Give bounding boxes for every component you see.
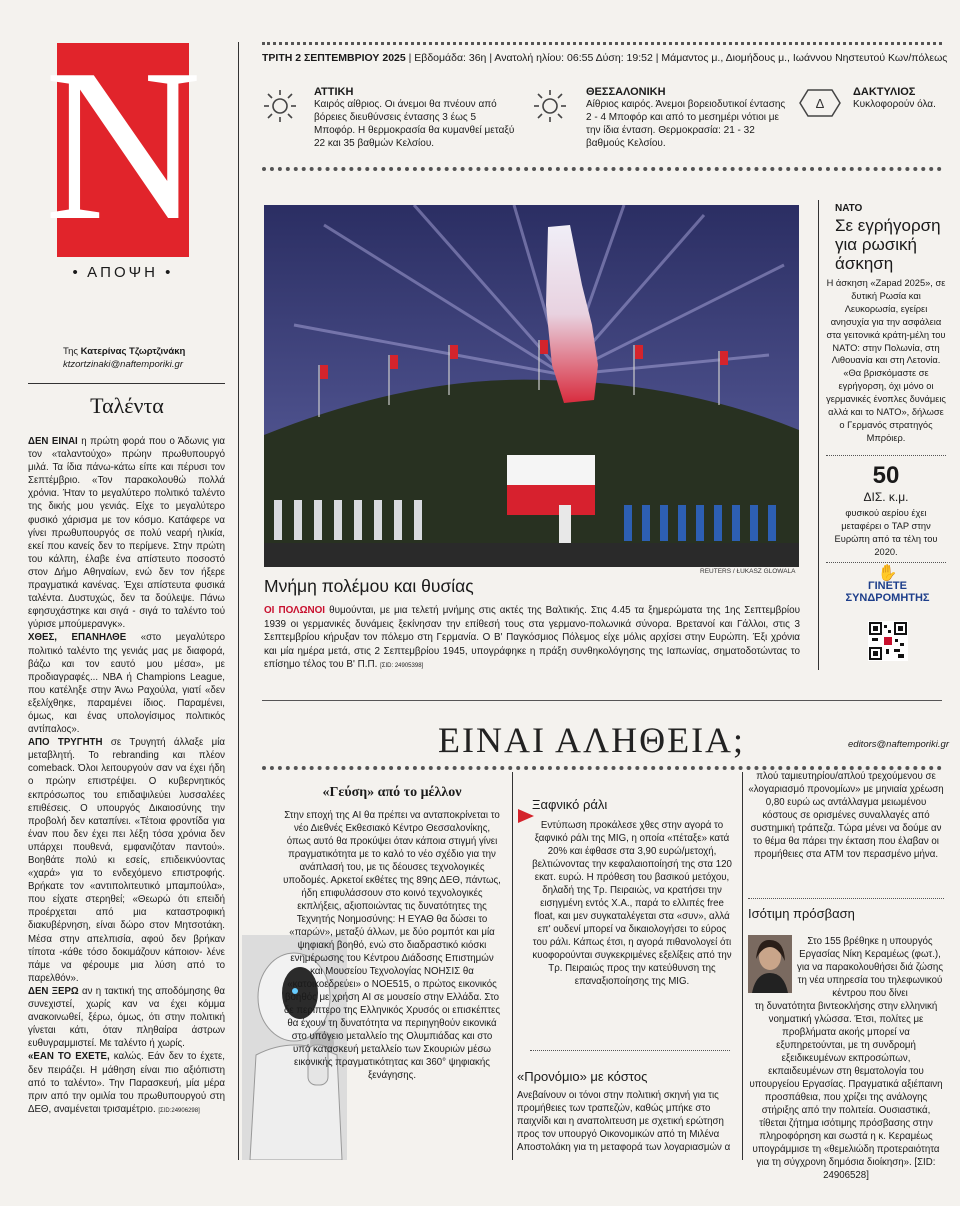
article-rali <box>532 798 732 988</box>
article-isotimi <box>748 935 944 1182</box>
qr-code-icon[interactable] <box>868 621 908 661</box>
article-title: Ξαφνικό ράλι <box>532 797 608 812</box>
paragraph: ΧΘΕΣ, ΕΠΑΝΗΛΘΕ «στο μεγαλύτερο πολιτικό ταλέντο της γενιάς μας με διαφορά, βάζω και τον εαυτό μου μέσα», με προδιαγραφές... NBA ή Champions League, που κατέληξε στην Άνω Ραχούλα, γιατί «δεν εξελίχθηκε, παραμένει ίδιος. Παραμένει, όμως, και ένας υπολογίσιμος πολιτικός αντίπαλος». <box>28 632 225 736</box>
article-text: Στην εποχή της AI θα πρέπει να ανταποκρίνεται το νέο Διεθνές Εκθεσιακό Κέντρο Θεσσαλονίκης, όπως αυτό θα προκύψει όταν κάποια στιγμή γίνει πραγματικότητα με το καλό το νέο σχέδιο για την ανάπλασή του, με τις δέουσες τεχνολογικές υποδομές. Αρκετοί εκθέτες της 89ης ΔΕΘ, πάντως, ήδη επιφυλάσσουν στο κοινό τεχνολογικές εκπλήξεις, αξιοποιώντας τις δυνατότητες της Τεχνητής Νοημοσύνης: Η ΕΥΑΘ θα δώσει το «παρών», μεταξύ άλλων, με δύο ρομπότ και μία ψηφιακή βοηθό, ενώ στο διαδραστικό κιόσκι ενημέρωσης του Κέντρου Διάδοσης Επιστημών και Μουσείου Τεχνολογίας ΝΟΗΣΙΣ θα «κατοικοεδρεύει» ο NOE515, ο πρώτος εικονικός βοηθός με χρήση AI σε μουσείο στην Ελλάδα. Στο δε περίπτερο της Ελληνικός Χρυσός οι επισκέπτες θα έχουν τη δυνατότητα να περιηγηθούν εικονικά στο υπόγειο μεταλλείο της Ολυμπιάδας και στο υπό κατασκευή μεταλλείο των Σκουριών μέσω εικονικής πραγματικότητας και 360° ψηφιακής ξενάγησης. <box>283 810 501 1081</box>
article-text-start <box>517 1089 742 1154</box>
paragraph: ΔΕΝ ΞΕΡΩ αν η τακτική της αποδόμησης θα συνεχιστεί, χωρίς καν να έχει κόμμα ανακοινωθεί, ξέρω, όμως, ότι στην πολιτική γίνεται κάτι, όταν πληθαίρα άστρων ευθυγραμμιστεί. Με ταλέντο ή χωρίς. <box>28 985 225 1050</box>
article-text: Στο 155 βρέθηκε η υπουργός Εργασίας Νίκη Κεραμέως (φωτ.), για να παρακολουθήσει διά ζώσης τη νέα υπηρεσία του τηλεφωνικού κέντρου που δίνει <box>797 936 943 999</box>
westerplatte-photo <box>264 205 799 567</box>
ref-id: [ΣID:24906298] <box>158 1107 200 1114</box>
subscribe-label-1: ΓΙΝΕΤΕ <box>867 580 907 592</box>
region-name: ΑΤΤΙΚΗ <box>314 86 354 98</box>
article-text: Ανεβαίνουν οι τόνοι στην πολιτική σκηνή για τις προμήθειες των τραπεζών, καθώς μπήκε στο παιχνίδι και η αναπολιτευση με σχετική ερώτηση προς τον υπουργό Οικονομικών από τη Μιλένα Αποστολάκη για τη μεταφορά των λογαριασμών α <box>517 1090 731 1153</box>
article-pronomio <box>517 1070 742 1154</box>
subscribe-box[interactable] <box>835 565 940 604</box>
nato-text: Η άσκηση «Zapad 2025», σε δυτική Ρωσία και Λευκορωσία, εγείρει ανησυχία για την ασφάλεια στα γειτονικά κράτη-μέλη του ΝΑΤΟ: στην Πολωνία, στη Λιθουανία και στη Λετονία. «Θα βρισκόμαστε σε εγρήγορση, όχι μόνο οι γερμανικές ένοπλες δυνάμεις αλλά και το ΝΑΤΟ», δήλωσε ο Γερμανός στρατηγός Μπρόιερ. <box>826 278 946 443</box>
sun-icon <box>532 88 568 130</box>
stat-text: φυσικού αερίου έχει μεταφέρει ο TAP στην Ευρώπη από τα τέλη του 2020. <box>834 508 938 557</box>
weather-rule <box>262 167 942 171</box>
sunrise-sunset: Ανατολή ηλίου: 06:55 Δύση: 19:52 <box>494 52 653 64</box>
date-line: ΤΡΙΤΗ 2 ΣΕΠΤΕΜΒΡΙΟΥ 2025 | Εβδομάδα: 36η | Ανατολή ηλίου: 06:55 Δύση: 19:52 | Μάμαντος μ., Διομήδους μ., Ιωάννου Νηστευτού Κων/πόλεως <box>262 52 948 64</box>
saints-day: Μάμαντος μ., Διομήδους μ., Ιωάννου Νηστευτού Κων/πόλεως <box>661 52 948 64</box>
paragraph: «ΕΑΝ ΤΟ ΕΧΕΤΕ, καλώς. Εάν δεν το έχετε, δεν πειράζει. Η μάθηση είναι πιο αξιόπιστη από το ταλέντο». Την Παρασκευή, μία μέρα πριν από την ομιλία του πρωθυπουργού στη ΔΕΘ, αναμένεται τρισαμέτριο. [ΣID:24906298] <box>28 1051 225 1115</box>
stat-number: 50 <box>872 462 900 489</box>
photo-credit: REUTERS / ŁUKASZ GLOWALA <box>700 568 796 575</box>
article-title: «Γεύση» από το μέλλον <box>322 785 462 800</box>
region-forecast: Καιρός αίθριος. Οι άνεμοι θα πνέουν από βόρειες διευθύνσεις έντασης 3 έως 5 Μποφόρ. Η θερμοκρασία θα κυμανθεί μεταξύ 22 και 35 βαθμών Κελσίου. <box>314 99 515 149</box>
divider <box>28 383 225 384</box>
author-name: Κατερίνας Τζωρτζινάκη <box>80 346 186 357</box>
section-title: ΕΙΝΑΙ ΑΛΗΘΕΙΑ; <box>438 720 746 760</box>
article-text: τη δυνατότητα βιντεοκλήσης στην ελληνική νοηματική γλώσσα. Έτσι, πολίτες με προβλήματα ακοής μπορεί να εξυπηρετούνται, με τη συνδρομή εξειδικευμένων εκπροσώπων, εκπαιδευμένων στη θεματολογία του υπουργείου Εργασίας. Πραγματικά αξιέπαινη προσπάθεια, που χρίζει της ανάλογης στήριξης από την πολιτεία. Ουσιαστικά, τίθεται ζήτημα ισότιμης πρόσβασης στην πληροφόρηση και σωστά η κ. Κεραμέως υπογράμμισε τη «θεμελιώδη προτεραιότητα για τη σύγχρονη δημόσια διοίκηση». [ΣID: 24906528] <box>749 1001 943 1181</box>
paragraph: ΔΕΝ ΕΙΝΑΙ η πρώτη φορά που ο Άδωνις για τον «ταλαντούχο» πρώην πρωθυπουργό μιλά. Τα ίδια πάνω-κάτω είπε και πέρυσι τον Σεπτέμβριο. «Τον παρακολουθώ πολλά χρόνια. Ήταν το μεγαλύτερο πολιτικό ταλέντο της δικής μου γενιάς. Είχε το μεγαλύτερο φυσικό χάρισμα με τον κόσμο. Κατάφερε να γίνει πρωθυπουργός σε πολύ νεαρή ηλικία, εκεί που κανείς δεν το περίμενε. Στην πρώτη του κάλπη, έλαβε ένα απίστευτο ποσοστό στον Δήμο Αθηναίων, ενώ δεν τον ήξερε πραγματικά κανένας. Έχει απίστευτα φυσικά ταλέντα. Δυστυχώς, δεν τα δούλεψε. Πάνω εφησυχάστηκε και σιγά - σιγά το ταλέντο τού γύρισε μπούμερανγκ». <box>28 436 225 631</box>
date: ΤΡΙΤΗ 2 ΣΕΠΤΕΜΒΡΙΟΥ 2025 <box>262 52 406 64</box>
ring-badge: Δ <box>815 96 825 111</box>
article-title: Ισότιμη πρόσβαση <box>748 906 855 921</box>
sun-icon <box>262 88 298 130</box>
divider <box>826 562 946 563</box>
week: Εβδομάδα: 36η <box>414 52 487 64</box>
column-title: Ταλέντα <box>90 393 164 418</box>
region-name: ΘΕΣΣΑΛΟΝΙΚΗ <box>586 86 666 98</box>
divider <box>748 898 944 899</box>
column-body <box>28 435 225 1118</box>
ref-id: [ΣID: 24905398] <box>380 663 424 670</box>
lead-word: ΟΙ ΠΟΛΩΝΟΙ <box>264 605 326 616</box>
region-forecast: Αίθριος καιρός. Άνεμοι βορειοδυτικοί έντασης 2 - 4 Μποφόρ και από το μεσημέρι νότιοι με την ίδια ένταση. Θερμοκρασία: 21 - 32 βαθμούς Κελσίου. <box>586 99 786 149</box>
rule <box>262 700 942 701</box>
ring-road-icon <box>798 88 842 122</box>
stat-unit: ΔΙΣ. κ.μ. <box>863 490 909 504</box>
divider <box>826 455 946 456</box>
nato-tag: ΝΑΤΟ <box>835 203 863 214</box>
region-name: ΔΑΚΤΥΛΙΟΣ <box>853 86 916 98</box>
photo-story-text: ΟΙ ΠΟΛΩΝΟΙ θυμούνται, με μια τελετή μνήμης στις ακτές της Βαλτικής. Στις 4.45 τα ξημερώματα της 1ης Σεπτεμβρίου 1939 οι γερμανικές δυνάμεις ξεκίνησαν την επίθεσή τους στα γερμανο-πολωνικά σύνορα. Βρετανοί και Γάλλοι, στις 3 Σεπτεμβρίου κήρυξαν τον πόλεμο στη Γερμανία. Ο Β' Παγκόσμιος Πόλεμος είχε μόλις αρχίσει στην Ευρώπη. Έξι χρόνια και μία ημέρα μετά, στις 2 Σεπτεμβρίου 1945, υπογράφηκε η πράξη συνθηκολόγησης της Ιαπωνίας, σηματοδοτώντας το επίσημο τέλος του Β' Π.Π. [ΣID: 24905398] <box>264 605 800 671</box>
subscribe-label-2: ΣΥΝΔΡΟΜΗΤΗΣ <box>845 592 930 604</box>
divider <box>530 1050 730 1051</box>
top-rule <box>262 42 942 45</box>
article-text: Εντύπωση προκάλεσε χθες στην αγορά το ξαφνικό ράλι της MIG, η οποία «πέταξε» κατά 20% και έφθασε στα 3,90 ευρώ/μετοχή, βελτιώνοντας την κεφαλαιοποίησή της στα 120 εκατ. ευρώ. Η πρόθεση του βασικού μετόχου, δηλαδή της Τρ. Πειραιώς, να κρατήσει την εισηγμένη εντός Χ.Α., παρά το ελλιπές free float, και μεν συγκαταλέγεται στα «συν», αλλά επ' ουδενί μπορεί να δικαιολογήσει το εύρος του ράλι. Κάπως έτσι, η αγορά πιθανολογεί ότι κυοφορούνται συγκεκριμένες εξελίξεις από την Τρ. Πειραιώς προς την κατεύθυνση της επαναξιοποίησης της MIG. <box>532 820 732 987</box>
logo-letter: N <box>44 25 202 266</box>
article-pronomio-continued <box>748 770 944 861</box>
region-forecast: Κυκλοφορούν όλα. <box>853 99 936 110</box>
section-label: • ΑΠΟΨΗ • <box>72 264 174 281</box>
byline <box>63 345 213 371</box>
photo-story-title: Μνήμη πολέμου και θυσίας <box>264 576 474 596</box>
paragraph: ΑΠΟ ΤΡΥΓΗΤΗ σε Τρυγητή άλλαξε μία μεταβλητή. Το rebranding και πλέον comeback. Όλοι λειτουργούν σαν να έχει ήδη ο πρώην επιστρέψει. Ο κυβερνητικός εκπρόσωπος του επιδαψιλεύει λυσσαλέες επιθέσεις. Ο υπουργός Δικαιοσύνης την προβολή δεν καταπίνει. «Τέτοια φροντίδα για έναν που δεν έχει πει λέξη τόσα χρόνια δεν υπάρχει πουθενά, εμφανιζόταν παντού». Βοηθάτε πολύ κι εσείς, επιδεικνύοντας «χαρά» για το ενδεχόμενο επιστροφής. Βρήκατε τον «αντιπολιτευτικό μπαμπούλα», που είχατε στερηθεί; «Θεωρώ ότι επειδή προέρχεται από μια καταστροφική διακυβέρνηση, είναι δώρο στον Μητσοτάκη. Μέσα στην απελπισία, αφού δεν βρήκαν τίποτα -κάθε τόσο δοκιμάζουν κάποιον- λένε πάμε να φέρουμε μια λύση από το παρελθόν». <box>28 737 226 984</box>
nato-title: Σε εγρήγορση για ρωσική άσκηση <box>835 216 941 273</box>
column-divider <box>512 772 513 1160</box>
article-geusi <box>283 786 501 1082</box>
right-divider <box>818 200 819 670</box>
editors-email[interactable]: editors@naftemporiki.gr <box>848 739 949 750</box>
article-text: πλού ταμιευτηρίου/απλού τρεχούμενου σε «λογαριασμό προνομίων» με μηνιαία χρέωση 0,80 ευρώ ως αντάλλαγμα μειωμένου κόστους σε ορισμένες συναλλαγές από συστημική τράπεζα. Τώρα μένει να δούμε αν το θέμα θα πάρει την έκταση που έλαβαν οι προμήθειες στα ATM τον περασμένο μήνα. <box>748 771 944 860</box>
column-divider <box>742 772 743 1160</box>
column-divider <box>238 42 239 1160</box>
brand-logo <box>44 25 202 266</box>
article-title: «Προνόμιο» με κόστος <box>517 1069 648 1084</box>
author-email[interactable]: ktzortzinaki@naftemporiki.gr <box>63 359 183 370</box>
hand-icon: ✋ <box>877 565 898 582</box>
author-prefix: Της <box>63 346 81 357</box>
